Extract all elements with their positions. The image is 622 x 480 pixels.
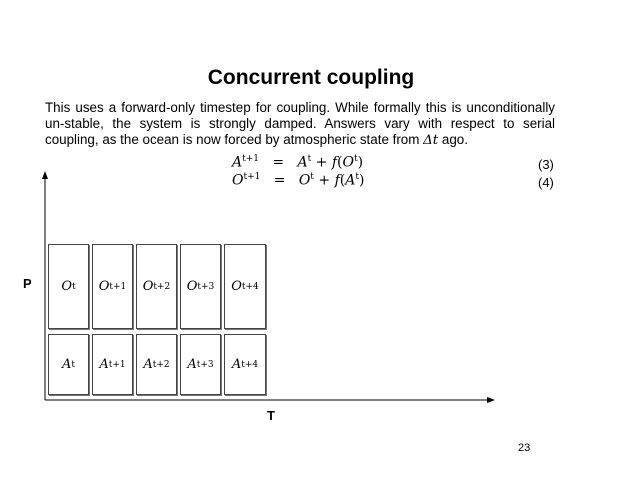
x-axis-label: T bbox=[267, 408, 275, 423]
y-axis-arrow bbox=[42, 171, 48, 179]
slide-title: Concurrent coupling bbox=[207, 66, 415, 89]
ocean-cell-t2: O t+2 bbox=[136, 244, 177, 329]
paragraph-end: ago. bbox=[438, 132, 468, 147]
atmosphere-cell-t2: A t+2 bbox=[136, 334, 177, 395]
paragraph-text: This uses a forward-only timestep for coupling. While formally this is unconditionally un-stable, the system is strongly damped. Answers vary with respect to serial coupling, as the ocean is now forced by atmospheric state from bbox=[45, 100, 555, 147]
page-number: 23 bbox=[518, 442, 531, 454]
delta-t-symbol: Δt bbox=[423, 133, 439, 148]
ocean-cell-t1: O t+1 bbox=[92, 244, 133, 329]
ocean-cell-t4: O t+4 bbox=[224, 244, 266, 329]
equation-3-number: (3) bbox=[538, 157, 554, 172]
equation-4: $O^{t+1} = O^t + f(A^t)$ bbox=[232, 172, 365, 189]
equation-4-number: (4) bbox=[538, 175, 554, 190]
ocean-cell-t3: O t+3 bbox=[180, 244, 221, 329]
y-axis-label: P bbox=[23, 276, 32, 291]
atmosphere-cell-t3: A t+3 bbox=[180, 334, 221, 395]
atmosphere-cell-t: A t bbox=[48, 334, 89, 395]
equation-3: $A^{t+1} = A^t + f(O^t)$ bbox=[232, 154, 364, 171]
x-axis-arrow bbox=[487, 397, 495, 403]
atmosphere-cell-t1: A t+1 bbox=[92, 334, 133, 395]
atmosphere-cell-t4: A t+4 bbox=[224, 334, 266, 395]
ocean-cell-t: O t bbox=[48, 244, 89, 329]
